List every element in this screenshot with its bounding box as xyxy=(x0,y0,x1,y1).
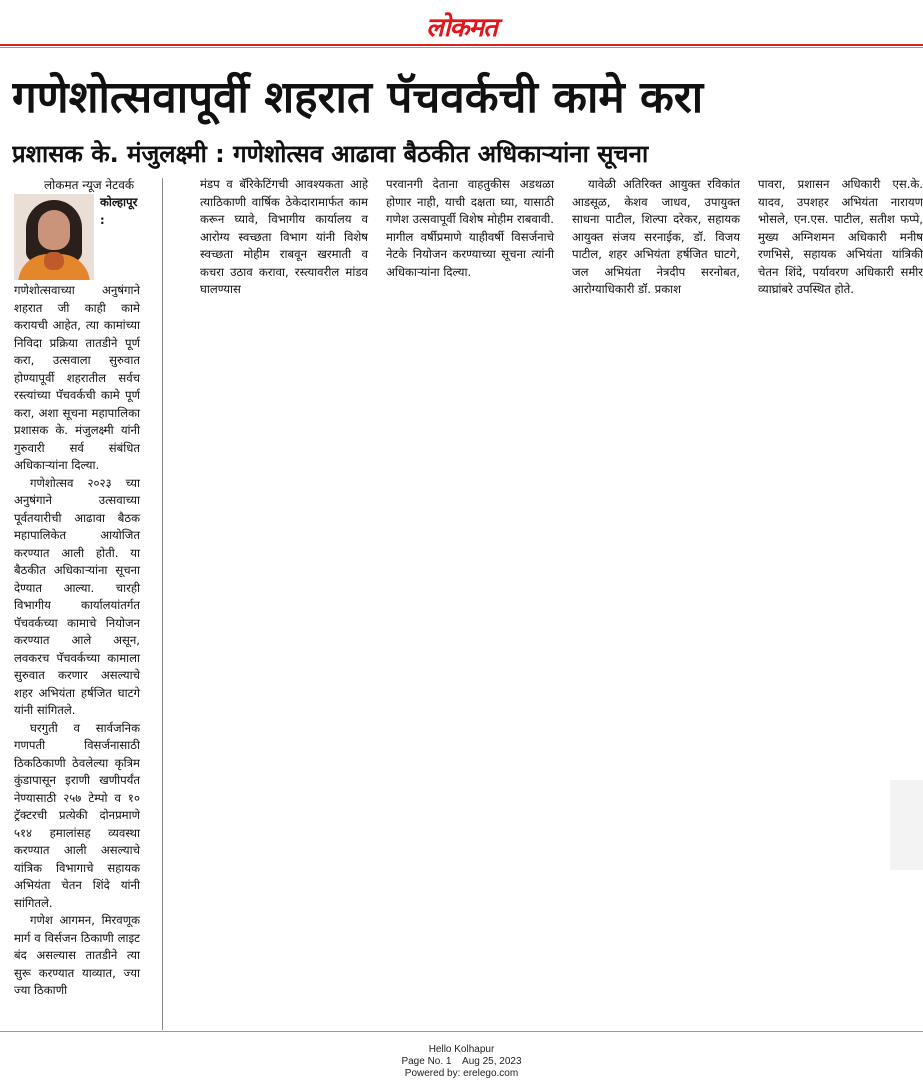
paragraph: घरगुती व सार्वजनिक गणपती विसर्जनासाठी ठिकठिकाणी ठेवलेल्या कृत्रिम कुंडापासून इराणी खणीपर्यंत नेण्यासाठी २५७ टेम्पो व १० ट्रॅक्टरची प्रत्येकी दोनप्रमाणे ५१४ हमालांसह व्यवस्था करण्यात आली असल्याचे यांत्रिक विभागाचे सहायक अभियंता चेतन शिंदे यांनी सांगितले. xyxy=(14,720,140,910)
page-margin-shade xyxy=(890,780,923,870)
footer-edition: Hello Kolhapur xyxy=(428,1044,495,1055)
paragraph: गणेशोत्सव २०२३ च्या अनुषंगाने उत्सवाच्या पूर्वतयारीची आढावा बैठक महापालिकेत आयोजित करण्यात आली होती. या बैठकीत अधिकाऱ्यांना सूचना देण्यात आल्या. चारही विभागीय कार्यालयांतर्गत पॅचवर्कच्या कामाचे नियोजन करण्यात आले असून, लवकरच पॅचवर्कच्या कामाला सुरुवात करणार असल्याचे शहर अभियंता हर्षजित घाटगे यांनी सांगितले. xyxy=(14,475,140,717)
footer-divider xyxy=(0,1031,923,1032)
header-divider xyxy=(0,44,923,46)
footer-powered-by: Powered by: erelego.com xyxy=(404,1068,519,1079)
subheadline: प्रशासक के. मंजुलक्ष्मी : गणेशोत्सव आढावा बैठकीत अधिकाऱ्यांना सूचना xyxy=(12,140,649,168)
article-column-1 xyxy=(14,194,140,1000)
column-divider xyxy=(162,178,163,1030)
paragraph: यावेळी अतिरिक्त आयुक्त रविकांत आडसूळ, केशव जाधव, उपायुक्त साधना पाटील, शिल्पा दरेकर, सहायक आयुक्त संजय सरनाईक, डॉ. विजय पाटील, शहर अभियंता हर्षजित घाटगे, जल अभियंता नेत्रदीप सरनोबत, आरोग्याधिकारी डॉ. प्रकाश xyxy=(572,177,740,296)
footer-page-date: Page No. 1 Aug 25, 2023 xyxy=(401,1056,522,1067)
paragraph: मंडप व बॅरिकेटिंगची आवश्यकता आहे त्याठिकाणी वार्षिक ठेकेदारामार्फत काम करून घ्यावे, विभागीय कार्यालय व आरोग्य स्वच्छता विभाग यांनी विशेष स्वच्छता मोहीम राबवून खरमाती व कचरा उठाव करावा, रस्त्यावरील मांडव घालण्यास xyxy=(200,177,368,296)
headline: गणेशोत्सवापूर्वी शहरात पॅचवर्कची कामे करा xyxy=(12,72,704,123)
byline: लोकमत न्यूज नेटवर्क xyxy=(44,178,135,192)
paragraph: गणेशोत्सवाच्या अनुषंगाने शहरात जी काही कामे करायची आहेत, त्या कामांच्या निविदा प्रक्रिया तातडीने पूर्ण करा, उत्सवाला सुरुवात होण्यापूर्वी शहरातील सर्वच रस्त्यांच्या पॅचवर्कची कामे पूर्ण करा, अशा सूचना महापालिका प्रशासक के. मंजुलक्ष्मी यांनी गुरुवारी सर्व संबंधित अधिकाऱ्यांना दिल्या. xyxy=(14,283,140,472)
article-column-3 xyxy=(386,176,554,281)
masthead-logo xyxy=(0,8,923,42)
article-column-2 xyxy=(200,176,368,299)
article-column-4 xyxy=(572,176,740,299)
paragraph: परवानगी देताना वाहतुकीस अडथळा होणार नाही, याची दक्षता घ्या, यासाठी गणेश उत्सवापूर्वी विशेष मोहीम राबवावी. मागील वर्षीप्रमाणे याहीवर्षी विसर्जनाचे नेटके नियोजन करण्याच्या सूचना त्यांनी अधिकाऱ्यांना दिल्या. xyxy=(386,177,554,279)
paragraph: पावरा, प्रशासन अधिकारी एस.के. यादव, उपशहर अभियंता नारायण भोसले, एन.एस. पाटील, सतीश फप्पे, मुख्य अग्निशमन अधिकारी मनीष रणभिसे, सहायक अभियंता यांत्रिकी चेतन शिंदे, पर्यावरण अधिकारी समीर व्याघ्रांबरे उपस्थित होते. xyxy=(758,177,923,296)
paragraph: गणेश आगमन, मिरवणूक मार्ग व विर्सजन ठिकाणी लाइट बंद असल्यास तातडीने त्या सुरू करण्यात याव्यात, ज्या ज्या ठिकाणी xyxy=(14,913,140,997)
dateline: कोल्हापूर : xyxy=(100,195,138,227)
header-divider-thin xyxy=(0,47,923,48)
footer xyxy=(0,1044,923,1080)
article-column-5 xyxy=(758,176,923,306)
official-photo xyxy=(14,194,94,280)
masthead-text: लोकमत xyxy=(426,13,497,43)
